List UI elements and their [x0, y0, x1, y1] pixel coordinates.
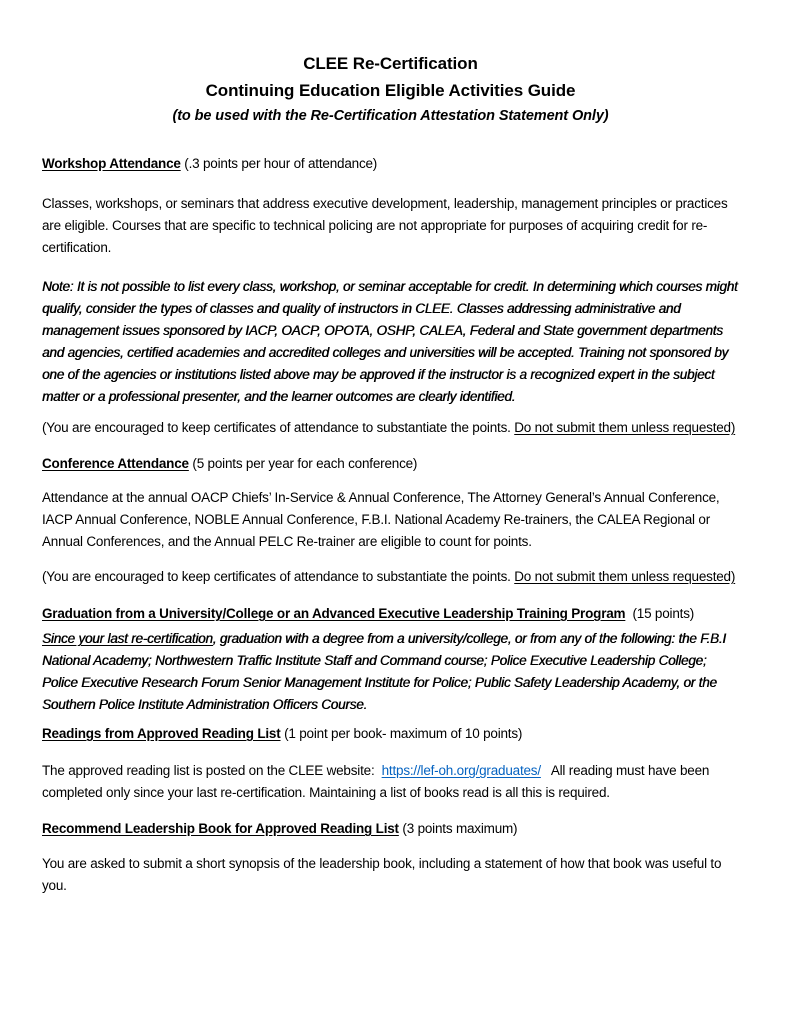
- reading-list-link[interactable]: https://lef-oh.org/graduates/: [381, 763, 541, 778]
- readings-points: (1 point per book- maximum of 10 points): [280, 726, 523, 741]
- graduation-points: (15 points): [625, 606, 695, 621]
- conference-attendance-points: (5 points per year for each conference): [188, 456, 418, 471]
- readings-heading-label: Readings from Approved Reading List: [42, 726, 281, 741]
- doc-title-line1: CLEE Re-Certification: [303, 54, 478, 73]
- recommend-book-heading-label: Recommend Leadership Book for Approved Reading List: [42, 821, 399, 836]
- readings-body-suffix: All reading must have been completed only since your last re-certification. Maintaining a list of books read is all this is required.: [42, 763, 713, 800]
- workshop-attendance-heading: [42, 153, 739, 175]
- keep-certificates-underlined: Do not submit them unless requested): [514, 420, 736, 435]
- keep-certificates-underlined: Do not submit them unless requested): [514, 569, 736, 584]
- conference-attendance-heading: [42, 453, 739, 475]
- doc-title-line3: (to be used with the Re-Certification Attestation Statement Only): [172, 108, 609, 124]
- keep-certificates-text: (You are encouraged to keep certificates of attendance to substantiate the points.: [42, 569, 515, 584]
- graduation-heading: [42, 603, 739, 625]
- graduation-body: [42, 628, 739, 716]
- workshop-note: Note: It is not possible to list every class, workshop, or seminar acceptable for credit. In determining which courses might qualify, consider the types of classes and quality of instructors in CLEE. Classes addressing administrative and management issues sponsored by IACP, OACP, OPOTA, OSHP, CALEA, Federal and State government departments and agencies, certified academies and accredited colleges and universities will be accepted. Training not sponsored by one of the agencies or institutions listed above may be approved if the instructor is a recognized expert in the subject matter or a professional presenter, and the learner outcomes are clearly identified.: [42, 279, 742, 404]
- readings-heading: [42, 723, 739, 745]
- graduation-body-underlined: Since your last re-certification: [42, 631, 213, 646]
- graduation-body-text: , graduation with a degree from a university/college, or from any of the following: the F.B.I National Academy; Northwestern Traffic Institute Staff and Command course; Police Executive Leadership College; Police Executive Research Forum Senior Management Institute for Police; Public Safety Leadership Academy, or the Southern Police Institute Administration Officers Course.: [42, 631, 730, 712]
- recommend-book-body: You are asked to submit a short synopsis of the leadership book, including a statement of how that book was useful to you.: [42, 856, 725, 893]
- keep-certificates-note: [42, 566, 739, 588]
- keep-certificates-note: [42, 417, 739, 439]
- workshop-attendance-body: Classes, workshops, or seminars that address executive development, leadership, management principles or practices are eligible. Courses that are specific to technical policing are not appropriate for purposes of acquiring credit for re-certification.: [42, 196, 732, 255]
- document-title-block: [42, 50, 739, 129]
- graduation-heading-label: Graduation from a University/College or an Advanced Executive Leadership Training Program: [42, 606, 626, 621]
- workshop-attendance-heading-label: Workshop Attendance: [42, 156, 181, 171]
- readings-body: [42, 760, 739, 804]
- conference-attendance-heading-label: Conference Attendance: [42, 456, 189, 471]
- workshop-attendance-points: (.3 points per hour of attendance): [180, 156, 378, 171]
- readings-body-prefix: The approved reading list is posted on the CLEE website:: [42, 763, 382, 778]
- recommend-book-points: (3 points maximum): [398, 821, 518, 836]
- keep-certificates-text: (You are encouraged to keep certificates of attendance to substantiate the points.: [42, 420, 515, 435]
- doc-title-line2: Continuing Education Eligible Activities Guide: [205, 81, 576, 100]
- conference-attendance-body: Attendance at the annual OACP Chiefs’ In-Service & Annual Conference, The Attorney General’s Annual Conference, IACP Annual Conference, NOBLE Annual Conference, F.B.I. National Academy Re-trainers, the CALEA Regional or Annual Conferences, and the Annual PELC Re-trainer are eligible to count for points.: [42, 490, 724, 549]
- recommend-book-heading: [42, 818, 739, 840]
